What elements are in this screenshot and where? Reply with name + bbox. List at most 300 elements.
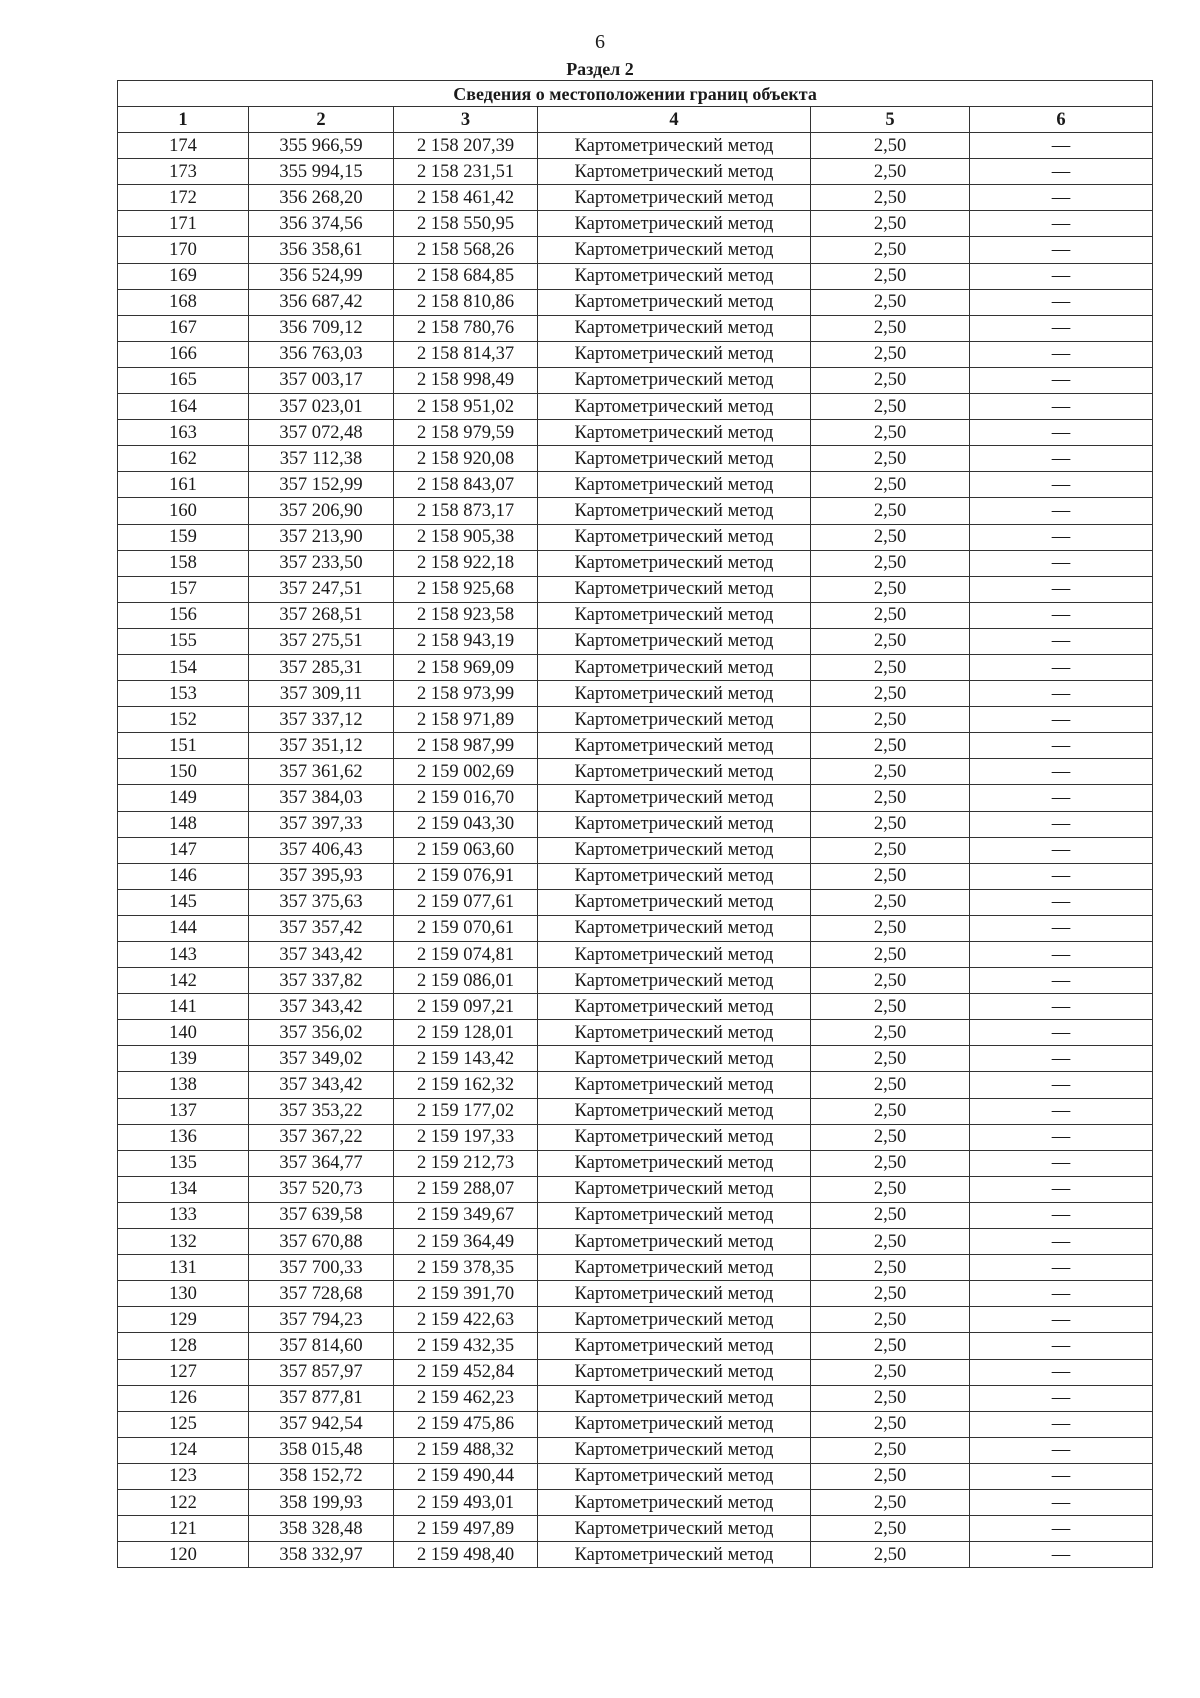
point-number-cell: 138 (118, 1072, 249, 1098)
x-coordinate-cell: 357 309,11 (249, 681, 394, 707)
y-coordinate-cell: 2 158 568,26 (394, 237, 538, 263)
notes-cell: — (970, 1516, 1153, 1542)
point-number-cell: 167 (118, 315, 249, 341)
accuracy-cell: 2,50 (811, 1463, 970, 1489)
accuracy-cell: 2,50 (811, 394, 970, 420)
accuracy-cell: 2,50 (811, 759, 970, 785)
accuracy-cell: 2,50 (811, 733, 970, 759)
x-coordinate-cell: 357 364,77 (249, 1150, 394, 1176)
table-row (118, 1463, 1153, 1489)
method-cell: Картометрический метод (538, 785, 811, 811)
notes-cell: — (970, 420, 1153, 446)
point-number-cell: 151 (118, 733, 249, 759)
point-number-cell: 129 (118, 1307, 249, 1333)
x-coordinate-cell: 355 966,59 (249, 133, 394, 159)
point-number-cell: 126 (118, 1385, 249, 1411)
method-cell: Картометрический метод (538, 472, 811, 498)
table-row (118, 159, 1153, 185)
point-number-cell: 170 (118, 237, 249, 263)
method-cell: Картометрический метод (538, 498, 811, 524)
notes-cell: — (970, 942, 1153, 968)
notes-cell: — (970, 1124, 1153, 1150)
x-coordinate-cell: 357 728,68 (249, 1281, 394, 1307)
notes-cell: — (970, 863, 1153, 889)
y-coordinate-cell: 2 158 923,58 (394, 602, 538, 628)
accuracy-cell: 2,50 (811, 785, 970, 811)
x-coordinate-cell: 357 942,54 (249, 1411, 394, 1437)
y-coordinate-cell: 2 158 461,42 (394, 185, 538, 211)
notes-cell: — (970, 341, 1153, 367)
x-coordinate-cell: 357 343,42 (249, 942, 394, 968)
table-row (118, 211, 1153, 237)
x-coordinate-cell: 358 328,48 (249, 1516, 394, 1542)
method-cell: Картометрический метод (538, 602, 811, 628)
accuracy-cell: 2,50 (811, 1307, 970, 1333)
table-row (118, 550, 1153, 576)
point-number-cell: 144 (118, 915, 249, 941)
notes-cell: — (970, 1437, 1153, 1463)
notes-cell: — (970, 394, 1153, 420)
accuracy-cell: 2,50 (811, 707, 970, 733)
table-row (118, 628, 1153, 654)
point-number-cell: 163 (118, 420, 249, 446)
y-coordinate-cell: 2 159 063,60 (394, 837, 538, 863)
y-coordinate-cell: 2 159 043,30 (394, 811, 538, 837)
x-coordinate-cell: 357 337,82 (249, 968, 394, 994)
notes-cell: — (970, 1307, 1153, 1333)
table-row (118, 942, 1153, 968)
y-coordinate-cell: 2 159 070,61 (394, 915, 538, 941)
x-coordinate-cell: 357 275,51 (249, 628, 394, 654)
notes-cell: — (970, 759, 1153, 785)
x-coordinate-cell: 358 015,48 (249, 1437, 394, 1463)
y-coordinate-cell: 2 158 231,51 (394, 159, 538, 185)
point-number-cell: 136 (118, 1124, 249, 1150)
accuracy-cell: 2,50 (811, 889, 970, 915)
table-row (118, 1385, 1153, 1411)
notes-cell: — (970, 602, 1153, 628)
y-coordinate-cell: 2 159 452,84 (394, 1359, 538, 1385)
accuracy-cell: 2,50 (811, 1020, 970, 1046)
notes-cell: — (970, 837, 1153, 863)
accuracy-cell: 2,50 (811, 420, 970, 446)
table-row (118, 1489, 1153, 1515)
point-number-cell: 153 (118, 681, 249, 707)
table-row (118, 472, 1153, 498)
method-cell: Картометрический метод (538, 707, 811, 733)
table-row (118, 681, 1153, 707)
table-row (118, 133, 1153, 159)
x-coordinate-cell: 357 395,93 (249, 863, 394, 889)
y-coordinate-cell: 2 158 925,68 (394, 576, 538, 602)
method-cell: Картометрический метод (538, 394, 811, 420)
accuracy-cell: 2,50 (811, 1385, 970, 1411)
point-number-cell: 132 (118, 1229, 249, 1255)
x-coordinate-cell: 355 994,15 (249, 159, 394, 185)
notes-cell: — (970, 472, 1153, 498)
accuracy-cell: 2,50 (811, 1150, 970, 1176)
notes-cell: — (970, 237, 1153, 263)
point-number-cell: 171 (118, 211, 249, 237)
y-coordinate-cell: 2 159 074,81 (394, 942, 538, 968)
point-number-cell: 146 (118, 863, 249, 889)
method-cell: Картометрический метод (538, 133, 811, 159)
y-coordinate-cell: 2 159 422,63 (394, 1307, 538, 1333)
accuracy-cell: 2,50 (811, 1229, 970, 1255)
point-number-cell: 162 (118, 446, 249, 472)
method-cell: Картометрический метод (538, 1150, 811, 1176)
table-row (118, 837, 1153, 863)
point-number-cell: 120 (118, 1542, 249, 1568)
method-cell: Картометрический метод (538, 1463, 811, 1489)
y-coordinate-cell: 2 159 493,01 (394, 1489, 538, 1515)
accuracy-cell: 2,50 (811, 1072, 970, 1098)
method-cell: Картометрический метод (538, 1359, 811, 1385)
method-cell: Картометрический метод (538, 1333, 811, 1359)
y-coordinate-cell: 2 158 873,17 (394, 498, 538, 524)
method-cell: Картометрический метод (538, 1281, 811, 1307)
table-row (118, 394, 1153, 420)
accuracy-cell: 2,50 (811, 968, 970, 994)
method-cell: Картометрический метод (538, 994, 811, 1020)
accuracy-cell: 2,50 (811, 602, 970, 628)
table-row (118, 237, 1153, 263)
method-cell: Картометрический метод (538, 1307, 811, 1333)
y-coordinate-cell: 2 158 943,19 (394, 628, 538, 654)
point-number-cell: 134 (118, 1176, 249, 1202)
notes-cell: — (970, 733, 1153, 759)
method-cell: Картометрический метод (538, 1255, 811, 1281)
notes-cell: — (970, 994, 1153, 1020)
accuracy-cell: 2,50 (811, 1333, 970, 1359)
accuracy-cell: 2,50 (811, 498, 970, 524)
point-number-cell: 156 (118, 602, 249, 628)
table-row (118, 1098, 1153, 1124)
y-coordinate-cell: 2 159 177,02 (394, 1098, 538, 1124)
column-header: 3 (394, 107, 538, 133)
x-coordinate-cell: 357 285,31 (249, 654, 394, 680)
table-row (118, 185, 1153, 211)
point-number-cell: 135 (118, 1150, 249, 1176)
point-number-cell: 149 (118, 785, 249, 811)
notes-cell: — (970, 654, 1153, 680)
point-number-cell: 123 (118, 1463, 249, 1489)
method-cell: Картометрический метод (538, 420, 811, 446)
table-row (118, 1281, 1153, 1307)
notes-cell: — (970, 1489, 1153, 1515)
table-row (118, 1411, 1153, 1437)
notes-cell: — (970, 315, 1153, 341)
y-coordinate-cell: 2 159 002,69 (394, 759, 538, 785)
point-number-cell: 174 (118, 133, 249, 159)
accuracy-cell: 2,50 (811, 341, 970, 367)
accuracy-cell: 2,50 (811, 1359, 970, 1385)
point-number-cell: 139 (118, 1046, 249, 1072)
y-coordinate-cell: 2 159 462,23 (394, 1385, 538, 1411)
notes-cell: — (970, 707, 1153, 733)
x-coordinate-cell: 357 003,17 (249, 367, 394, 393)
x-coordinate-cell: 357 361,62 (249, 759, 394, 785)
x-coordinate-cell: 356 268,20 (249, 185, 394, 211)
method-cell: Картометрический метод (538, 159, 811, 185)
notes-cell: — (970, 1333, 1153, 1359)
table-row (118, 707, 1153, 733)
table-row (118, 1020, 1153, 1046)
point-number-cell: 133 (118, 1202, 249, 1228)
table-row (118, 498, 1153, 524)
accuracy-cell: 2,50 (811, 837, 970, 863)
notes-cell: — (970, 576, 1153, 602)
accuracy-cell: 2,50 (811, 1255, 970, 1281)
accuracy-cell: 2,50 (811, 811, 970, 837)
table-row (118, 785, 1153, 811)
x-coordinate-cell: 356 687,42 (249, 289, 394, 315)
table-row (118, 1516, 1153, 1542)
accuracy-cell: 2,50 (811, 133, 970, 159)
method-cell: Картометрический метод (538, 811, 811, 837)
x-coordinate-cell: 357 384,03 (249, 785, 394, 811)
table-row (118, 576, 1153, 602)
column-header: 5 (811, 107, 970, 133)
page-number: 6 (595, 31, 605, 53)
x-coordinate-cell: 357 206,90 (249, 498, 394, 524)
method-cell: Картометрический метод (538, 1516, 811, 1542)
y-coordinate-cell: 2 159 349,67 (394, 1202, 538, 1228)
point-number-cell: 147 (118, 837, 249, 863)
table-row (118, 863, 1153, 889)
point-number-cell: 124 (118, 1437, 249, 1463)
method-cell: Картометрический метод (538, 1542, 811, 1568)
table-row (118, 1307, 1153, 1333)
point-number-cell: 155 (118, 628, 249, 654)
method-cell: Картометрический метод (538, 1124, 811, 1150)
notes-cell: — (970, 968, 1153, 994)
notes-cell: — (970, 1229, 1153, 1255)
x-coordinate-cell: 357 520,73 (249, 1176, 394, 1202)
x-coordinate-cell: 356 709,12 (249, 315, 394, 341)
y-coordinate-cell: 2 159 378,35 (394, 1255, 538, 1281)
y-coordinate-cell: 2 159 288,07 (394, 1176, 538, 1202)
point-number-cell: 122 (118, 1489, 249, 1515)
x-coordinate-cell: 357 814,60 (249, 1333, 394, 1359)
method-cell: Картометрический метод (538, 576, 811, 602)
y-coordinate-cell: 2 159 143,42 (394, 1046, 538, 1072)
point-number-cell: 141 (118, 994, 249, 1020)
table-row (118, 602, 1153, 628)
accuracy-cell: 2,50 (811, 263, 970, 289)
point-number-cell: 150 (118, 759, 249, 785)
notes-cell: — (970, 811, 1153, 837)
accuracy-cell: 2,50 (811, 472, 970, 498)
accuracy-cell: 2,50 (811, 289, 970, 315)
notes-cell: — (970, 915, 1153, 941)
accuracy-cell: 2,50 (811, 942, 970, 968)
y-coordinate-cell: 2 158 951,02 (394, 394, 538, 420)
notes-cell: — (970, 524, 1153, 550)
table-row (118, 1542, 1153, 1568)
accuracy-cell: 2,50 (811, 550, 970, 576)
notes-cell: — (970, 1072, 1153, 1098)
table-row (118, 420, 1153, 446)
x-coordinate-cell: 357 349,02 (249, 1046, 394, 1072)
x-coordinate-cell: 356 358,61 (249, 237, 394, 263)
point-number-cell: 165 (118, 367, 249, 393)
point-number-cell: 157 (118, 576, 249, 602)
method-cell: Картометрический метод (538, 1098, 811, 1124)
method-cell: Картометрический метод (538, 889, 811, 915)
table-row (118, 994, 1153, 1020)
x-coordinate-cell: 356 763,03 (249, 341, 394, 367)
y-coordinate-cell: 2 158 550,95 (394, 211, 538, 237)
accuracy-cell: 2,50 (811, 1046, 970, 1072)
notes-cell: — (970, 1098, 1153, 1124)
accuracy-cell: 2,50 (811, 1281, 970, 1307)
point-number-cell: 160 (118, 498, 249, 524)
table-row (118, 811, 1153, 837)
y-coordinate-cell: 2 158 905,38 (394, 524, 538, 550)
accuracy-cell: 2,50 (811, 237, 970, 263)
notes-cell: — (970, 1411, 1153, 1437)
method-cell: Картометрический метод (538, 367, 811, 393)
table-row (118, 263, 1153, 289)
x-coordinate-cell: 357 213,90 (249, 524, 394, 550)
accuracy-cell: 2,50 (811, 446, 970, 472)
table-body (118, 133, 1153, 1568)
x-coordinate-cell: 358 199,93 (249, 1489, 394, 1515)
table-row (118, 759, 1153, 785)
accuracy-cell: 2,50 (811, 576, 970, 602)
point-number-cell: 125 (118, 1411, 249, 1437)
method-cell: Картометрический метод (538, 942, 811, 968)
table-row (118, 367, 1153, 393)
x-coordinate-cell: 357 337,12 (249, 707, 394, 733)
accuracy-cell: 2,50 (811, 1437, 970, 1463)
method-cell: Картометрический метод (538, 341, 811, 367)
table-row (118, 1072, 1153, 1098)
y-coordinate-cell: 2 159 162,32 (394, 1072, 538, 1098)
method-cell: Картометрический метод (538, 263, 811, 289)
table-caption: Сведения о местоположении границ объекта (118, 81, 1153, 107)
notes-cell: — (970, 263, 1153, 289)
notes-cell: — (970, 1046, 1153, 1072)
method-cell: Картометрический метод (538, 968, 811, 994)
table-row (118, 1255, 1153, 1281)
notes-cell: — (970, 628, 1153, 654)
accuracy-cell: 2,50 (811, 1124, 970, 1150)
section-title: Раздел 2 (566, 59, 634, 79)
y-coordinate-cell: 2 159 432,35 (394, 1333, 538, 1359)
notes-cell: — (970, 185, 1153, 211)
table-row (118, 315, 1153, 341)
notes-cell: — (970, 367, 1153, 393)
method-cell: Картометрический метод (538, 733, 811, 759)
x-coordinate-cell: 357 406,43 (249, 837, 394, 863)
x-coordinate-cell: 357 072,48 (249, 420, 394, 446)
x-coordinate-cell: 357 343,42 (249, 994, 394, 1020)
boundary-coordinates-table (117, 80, 1153, 1568)
accuracy-cell: 2,50 (811, 211, 970, 237)
point-number-cell: 164 (118, 394, 249, 420)
table-row (118, 1176, 1153, 1202)
table-row (118, 1150, 1153, 1176)
x-coordinate-cell: 357 247,51 (249, 576, 394, 602)
notes-cell: — (970, 1150, 1153, 1176)
notes-cell: — (970, 550, 1153, 576)
method-cell: Картометрический метод (538, 524, 811, 550)
table-row (118, 341, 1153, 367)
point-number-cell: 152 (118, 707, 249, 733)
y-coordinate-cell: 2 159 076,91 (394, 863, 538, 889)
notes-cell: — (970, 1176, 1153, 1202)
point-number-cell: 145 (118, 889, 249, 915)
method-cell: Картометрический метод (538, 185, 811, 211)
table-row (118, 524, 1153, 550)
notes-cell: — (970, 1202, 1153, 1228)
method-cell: Картометрический метод (538, 315, 811, 341)
table-caption-row (118, 81, 1153, 107)
x-coordinate-cell: 356 374,56 (249, 211, 394, 237)
accuracy-cell: 2,50 (811, 628, 970, 654)
notes-cell: — (970, 889, 1153, 915)
accuracy-cell: 2,50 (811, 1202, 970, 1228)
y-coordinate-cell: 2 159 475,86 (394, 1411, 538, 1437)
accuracy-cell: 2,50 (811, 1098, 970, 1124)
method-cell: Картометрический метод (538, 654, 811, 680)
y-coordinate-cell: 2 159 488,32 (394, 1437, 538, 1463)
y-coordinate-cell: 2 159 016,70 (394, 785, 538, 811)
column-header-row (118, 107, 1153, 133)
accuracy-cell: 2,50 (811, 159, 970, 185)
notes-cell: — (970, 446, 1153, 472)
notes-cell: — (970, 1281, 1153, 1307)
x-coordinate-cell: 357 670,88 (249, 1229, 394, 1255)
x-coordinate-cell: 357 023,01 (249, 394, 394, 420)
point-number-cell: 131 (118, 1255, 249, 1281)
method-cell: Картометрический метод (538, 1202, 811, 1228)
point-number-cell: 128 (118, 1333, 249, 1359)
notes-cell: — (970, 1255, 1153, 1281)
y-coordinate-cell: 2 158 810,86 (394, 289, 538, 315)
x-coordinate-cell: 357 877,81 (249, 1385, 394, 1411)
y-coordinate-cell: 2 158 979,59 (394, 420, 538, 446)
y-coordinate-cell: 2 158 920,08 (394, 446, 538, 472)
x-coordinate-cell: 357 794,23 (249, 1307, 394, 1333)
y-coordinate-cell: 2 159 086,01 (394, 968, 538, 994)
y-coordinate-cell: 2 158 207,39 (394, 133, 538, 159)
accuracy-cell: 2,50 (811, 1176, 970, 1202)
table-row (118, 1437, 1153, 1463)
x-coordinate-cell: 357 357,42 (249, 915, 394, 941)
point-number-cell: 173 (118, 159, 249, 185)
y-coordinate-cell: 2 159 097,21 (394, 994, 538, 1020)
accuracy-cell: 2,50 (811, 315, 970, 341)
accuracy-cell: 2,50 (811, 681, 970, 707)
x-coordinate-cell: 357 356,02 (249, 1020, 394, 1046)
y-coordinate-cell: 2 159 212,73 (394, 1150, 538, 1176)
method-cell: Картометрический метод (538, 1020, 811, 1046)
y-coordinate-cell: 2 158 973,99 (394, 681, 538, 707)
y-coordinate-cell: 2 158 987,99 (394, 733, 538, 759)
column-header: 6 (970, 107, 1153, 133)
method-cell: Картометрический метод (538, 1437, 811, 1463)
x-coordinate-cell: 358 332,97 (249, 1542, 394, 1568)
accuracy-cell: 2,50 (811, 185, 970, 211)
point-number-cell: 148 (118, 811, 249, 837)
point-number-cell: 127 (118, 1359, 249, 1385)
y-coordinate-cell: 2 158 780,76 (394, 315, 538, 341)
method-cell: Картометрический метод (538, 759, 811, 785)
x-coordinate-cell: 357 152,99 (249, 472, 394, 498)
